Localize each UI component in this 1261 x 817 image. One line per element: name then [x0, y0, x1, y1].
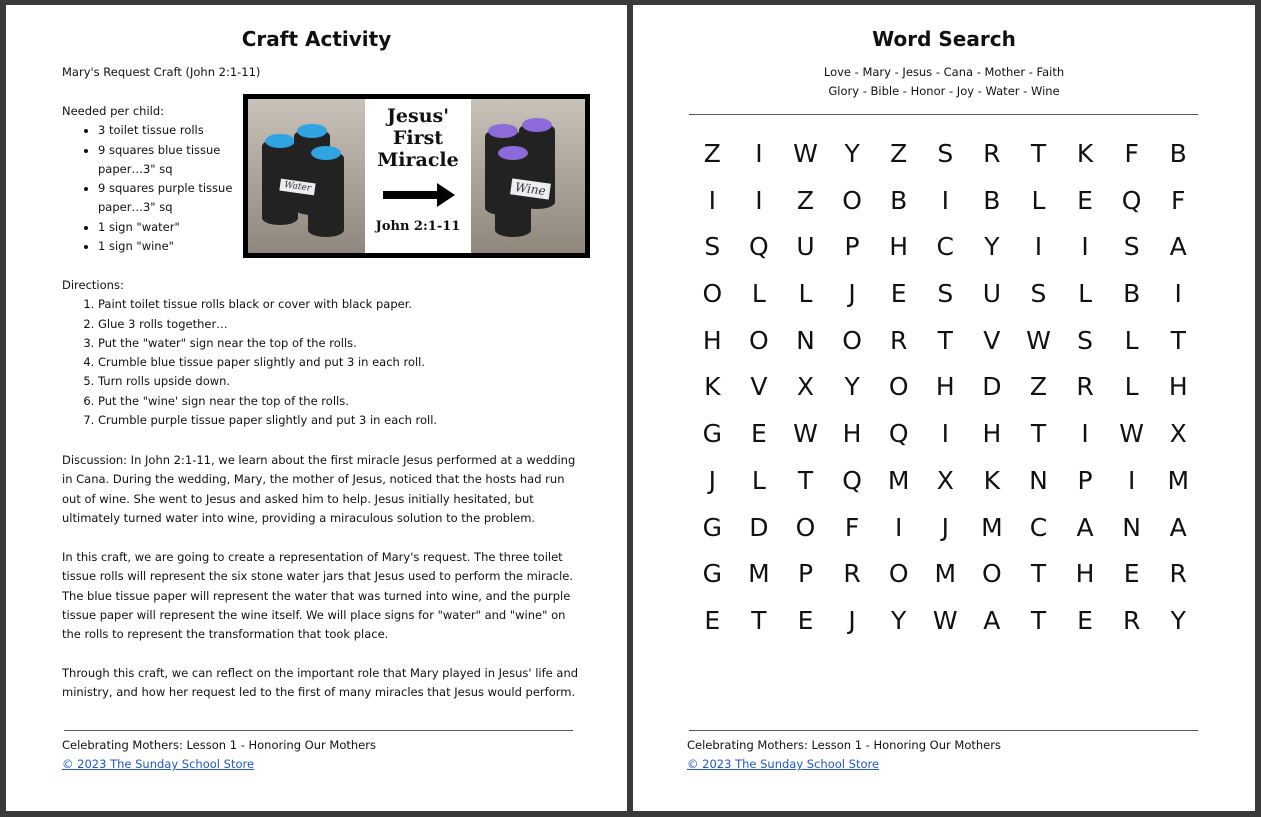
- grid-letter[interactable]: W: [1026, 325, 1051, 355]
- needed-heading: Needed per child:: [62, 104, 165, 118]
- list-item: • 3 toilet tissue rolls: [98, 121, 247, 140]
- grid-letter[interactable]: R: [889, 325, 908, 355]
- copyright-link[interactable]: © 2023 The Sunday School Store: [62, 757, 255, 772]
- grid-letter[interactable]: W: [793, 419, 818, 449]
- grid-letter[interactable]: A: [1169, 512, 1187, 542]
- list-item: 3. Put the "water" sign near the top of the rolls.: [98, 334, 582, 353]
- reflection-paragraph: Through this craft, we can reflect on the important role that Mary played in Jesus' life and ministry, and how her request led to the first of many miracles that Jesus would perform.: [62, 666, 579, 700]
- grid-letter[interactable]: X: [1169, 419, 1187, 449]
- list-item: • 1 sign "wine": [98, 237, 247, 256]
- grid-row: [689, 411, 1202, 458]
- grid-letter[interactable]: O: [749, 325, 769, 355]
- grid-letter[interactable]: I: [894, 512, 903, 542]
- craft-paragraph: In this craft, we are going to create a representation of Mary's request. The three toilet tissue rolls will represent the six stone water jars that Jesus used to perform the miracle. The blue tissue paper will represent the water that was turned into wine, and the purple tissue paper will represent the wine itself. We will place signs for "water" and "wine" on the rolls to represent the transformation that took place.: [62, 550, 574, 642]
- image-title-line: Miracle: [377, 149, 459, 171]
- grid-letter[interactable]: Q: [749, 232, 769, 262]
- needed-list: [62, 121, 247, 256]
- header-divider: [689, 114, 1198, 115]
- grid-letter[interactable]: B: [890, 185, 908, 215]
- grid-letter[interactable]: X: [796, 372, 815, 402]
- grid-letter[interactable]: O: [888, 372, 909, 402]
- grid-letter[interactable]: P: [844, 232, 860, 262]
- image-caption: [365, 99, 471, 253]
- grid-letter[interactable]: M: [748, 559, 770, 589]
- grid-letter[interactable]: K: [983, 465, 1001, 495]
- grid-letter[interactable]: Y: [891, 605, 907, 635]
- grid-letter[interactable]: H: [935, 372, 955, 402]
- grid-letter[interactable]: E: [1077, 605, 1093, 635]
- grid-row: [689, 318, 1202, 365]
- grid-letter[interactable]: K: [704, 372, 721, 402]
- directions-list: [62, 295, 582, 430]
- list-item: • 9 squares blue tissue paper…3" sq: [98, 141, 247, 180]
- grid-letter[interactable]: J: [941, 512, 949, 542]
- grid-letter[interactable]: I: [1034, 232, 1043, 262]
- grid-letter[interactable]: M: [1167, 465, 1190, 495]
- wine-label: Wine: [510, 178, 551, 199]
- grid-letter[interactable]: M: [887, 465, 910, 495]
- arrow-head-icon: [437, 183, 455, 207]
- grid-row: [689, 224, 1202, 271]
- grid-letter[interactable]: U: [982, 279, 1002, 309]
- grid-letter[interactable]: I: [1174, 279, 1182, 309]
- grid-letter[interactable]: Y: [984, 232, 1000, 262]
- grid-letter[interactable]: L: [751, 279, 766, 309]
- grid-letter[interactable]: I: [755, 139, 763, 168]
- grid-letter[interactable]: P: [1077, 465, 1093, 495]
- page-title: Craft Activity: [241, 27, 392, 51]
- grid-letter[interactable]: L: [798, 279, 813, 309]
- footer: [687, 736, 1001, 775]
- grid-letter[interactable]: L: [751, 465, 766, 495]
- grid-letter[interactable]: W: [793, 139, 818, 168]
- grid-letter[interactable]: E: [890, 279, 907, 309]
- grid-letter[interactable]: Y: [844, 372, 860, 402]
- grid-letter[interactable]: R: [843, 559, 861, 589]
- grid-letter[interactable]: H: [1168, 372, 1188, 402]
- word-search-grid: [689, 131, 1202, 645]
- grid-row: [689, 131, 1202, 178]
- grid-letter[interactable]: E: [1077, 185, 1093, 215]
- word-list: [633, 63, 1255, 102]
- grid-letter[interactable]: O: [842, 325, 862, 355]
- grid-letter[interactable]: R: [983, 139, 1001, 168]
- grid-letter[interactable]: T: [751, 605, 767, 635]
- grid-letter[interactable]: D: [749, 512, 769, 542]
- grid-letter[interactable]: W: [1119, 419, 1144, 449]
- water-rolls-photo: [248, 99, 365, 253]
- grid-letter[interactable]: R: [1076, 372, 1094, 402]
- grid-letter[interactable]: B: [1123, 279, 1141, 309]
- footer: [62, 736, 376, 775]
- grid-letter[interactable]: N: [796, 325, 815, 355]
- grid-letter[interactable]: I: [941, 185, 949, 215]
- grid-letter[interactable]: V: [983, 325, 1001, 355]
- grid-letter[interactable]: C: [936, 232, 954, 262]
- image-title-line: First: [392, 127, 444, 149]
- grid-letter[interactable]: J: [848, 279, 856, 309]
- grid-letter[interactable]: Q: [888, 419, 909, 449]
- grid-letter[interactable]: L: [1124, 325, 1139, 355]
- copyright-link[interactable]: © 2023 The Sunday School Store: [687, 757, 880, 772]
- directions-heading: Directions:: [62, 278, 124, 292]
- arrow-icon: [383, 191, 439, 199]
- page-title: Word Search: [872, 27, 1016, 51]
- grid-row: [689, 458, 1202, 505]
- grid-letter[interactable]: S: [1030, 279, 1047, 309]
- footer-divider: [64, 730, 573, 731]
- grid-letter[interactable]: B: [1169, 139, 1187, 168]
- grid-letter[interactable]: T: [797, 465, 814, 495]
- grid-letter[interactable]: Q: [1121, 185, 1142, 215]
- grid-letter[interactable]: Y: [1170, 605, 1186, 635]
- grid-letter[interactable]: E: [704, 605, 721, 635]
- grid-letter[interactable]: P: [797, 559, 814, 589]
- grid-letter[interactable]: S: [1123, 232, 1140, 262]
- grid-letter[interactable]: O: [982, 559, 1002, 589]
- grid-letter[interactable]: N: [1122, 512, 1141, 542]
- image-title-line: Jesus': [386, 105, 450, 127]
- grid-letter[interactable]: F: [844, 512, 860, 542]
- grid-letter[interactable]: N: [1029, 465, 1048, 495]
- grid-letter[interactable]: Z: [796, 185, 815, 215]
- grid-letter[interactable]: I: [1127, 465, 1136, 495]
- grid-row: [689, 271, 1202, 318]
- grid-letter[interactable]: S: [1077, 325, 1093, 355]
- grid-letter[interactable]: B: [983, 185, 1001, 215]
- grid-letter[interactable]: I: [708, 185, 716, 215]
- footer-text: Celebrating Mothers: Lesson 1 - Honoring Our Mothers: [62, 738, 376, 752]
- grid-letter[interactable]: H: [1075, 559, 1095, 589]
- grid-letter[interactable]: O: [702, 279, 723, 309]
- list-item: • 9 squares purple tissue paper…3" sq: [98, 179, 247, 218]
- grid-letter[interactable]: L: [1031, 185, 1046, 215]
- grid-letter[interactable]: V: [750, 372, 768, 402]
- footer-text: Celebrating Mothers: Lesson 1 - Honoring Our Mothers: [687, 738, 1001, 752]
- grid-letter[interactable]: O: [888, 559, 909, 589]
- grid-letter[interactable]: T: [1030, 605, 1047, 635]
- needed-section: [62, 102, 247, 256]
- grid-letter[interactable]: M: [981, 512, 1003, 542]
- grid-letter[interactable]: H: [982, 419, 1002, 449]
- grid-letter[interactable]: G: [702, 559, 722, 589]
- list-item: 2. Glue 3 rolls together…: [98, 315, 582, 334]
- grid-letter[interactable]: S: [937, 139, 954, 168]
- water-label: Water: [279, 179, 315, 196]
- grid-letter[interactable]: T: [937, 325, 953, 355]
- grid-letter[interactable]: E: [797, 605, 814, 635]
- grid-letter[interactable]: U: [796, 232, 815, 262]
- grid-letter[interactable]: M: [934, 559, 957, 589]
- grid-row: [689, 598, 1202, 645]
- craft-image: [243, 94, 590, 258]
- grid-letter[interactable]: J: [708, 465, 716, 495]
- grid-letter[interactable]: L: [1124, 372, 1139, 402]
- grid-letter[interactable]: G: [702, 419, 722, 449]
- grid-letter[interactable]: A: [1076, 512, 1094, 542]
- grid-letter[interactable]: I: [1081, 419, 1089, 449]
- grid-letter[interactable]: D: [982, 372, 1002, 402]
- grid-letter[interactable]: Z: [890, 139, 908, 168]
- word-list-line: Love - Mary - Jesus - Cana - Mother - Faith: [823, 65, 1065, 79]
- directions-section: [62, 276, 582, 430]
- grid-letter[interactable]: G: [702, 512, 722, 542]
- grid-letter[interactable]: Z: [703, 139, 721, 168]
- grid-letter[interactable]: J: [848, 605, 856, 635]
- grid-row: [689, 178, 1202, 225]
- grid-letter[interactable]: O: [842, 185, 862, 215]
- grid-letter[interactable]: R: [1169, 559, 1187, 589]
- grid-letter[interactable]: F: [1171, 185, 1186, 215]
- grid-letter[interactable]: L: [1078, 279, 1093, 309]
- grid-letter[interactable]: Y: [844, 139, 860, 168]
- grid-letter[interactable]: E: [750, 419, 767, 449]
- grid-letter[interactable]: X: [936, 465, 954, 495]
- grid-letter[interactable]: R: [1122, 605, 1141, 635]
- grid-row: [689, 551, 1202, 598]
- grid-letter[interactable]: H: [889, 232, 909, 262]
- word-search-page: [633, 5, 1255, 811]
- grid-letter[interactable]: H: [842, 419, 862, 449]
- craft-subtitle: Mary's Request Craft (John 2:1-11): [62, 65, 261, 79]
- grid-letter[interactable]: T: [1030, 559, 1047, 589]
- grid-letter[interactable]: T: [1030, 419, 1047, 449]
- grid-row: [689, 364, 1202, 411]
- list-item: • 1 sign "water": [98, 218, 247, 237]
- list-item: 5. Turn rolls upside down.: [98, 372, 582, 391]
- grid-letter[interactable]: S: [704, 232, 721, 262]
- grid-letter[interactable]: O: [795, 512, 816, 542]
- grid-letter[interactable]: S: [937, 279, 954, 309]
- craft-activity-page: [6, 5, 627, 811]
- grid-letter[interactable]: A: [983, 605, 1001, 635]
- grid-letter[interactable]: I: [1081, 232, 1089, 262]
- grid-row: [689, 505, 1202, 552]
- grid-letter[interactable]: T: [1170, 325, 1186, 355]
- grid-letter[interactable]: H: [702, 325, 722, 355]
- list-item: 7. Crumble purple tissue paper slightly and put 3 in each roll.: [98, 411, 582, 430]
- discussion-paragraph: Discussion: In John 2:1-11, we learn about the first miracle Jesus performed at a wedding in Cana. During the wedding, Mary, the mother of Jesus, noticed that the hosts had run out of wine. She went to Jesus and asked him to help. Jesus initially hesitated, but ultimately turned water into wine, providing a miraculous solution to the problem.: [62, 453, 576, 525]
- list-item: 1. Paint toilet tissue rolls black or cover with black paper.: [98, 295, 582, 314]
- grid-letter[interactable]: T: [1030, 139, 1047, 168]
- list-item: 4. Crumble blue tissue paper slightly and put 3 in each roll.: [98, 353, 582, 372]
- grid-letter[interactable]: C: [1029, 512, 1048, 542]
- image-reference: John 2:1-11: [375, 219, 461, 234]
- grid-letter[interactable]: I: [755, 185, 763, 215]
- grid-letter[interactable]: E: [1123, 559, 1140, 589]
- grid-letter[interactable]: Q: [842, 465, 862, 495]
- footer-divider: [689, 730, 1198, 731]
- wine-rolls-photo: [471, 99, 585, 253]
- list-item: 6. Put the "wine' sign near the top of the rolls.: [98, 392, 582, 411]
- grid-letter[interactable]: Z: [1029, 372, 1048, 402]
- grid-letter[interactable]: F: [1124, 139, 1139, 168]
- grid-letter[interactable]: A: [1169, 232, 1187, 262]
- grid-letter[interactable]: W: [932, 605, 958, 635]
- word-list-line: Glory - Bible - Honor - Joy - Water - Wine: [828, 84, 1060, 99]
- grid-letter[interactable]: K: [1076, 139, 1094, 168]
- grid-letter[interactable]: I: [941, 419, 949, 449]
